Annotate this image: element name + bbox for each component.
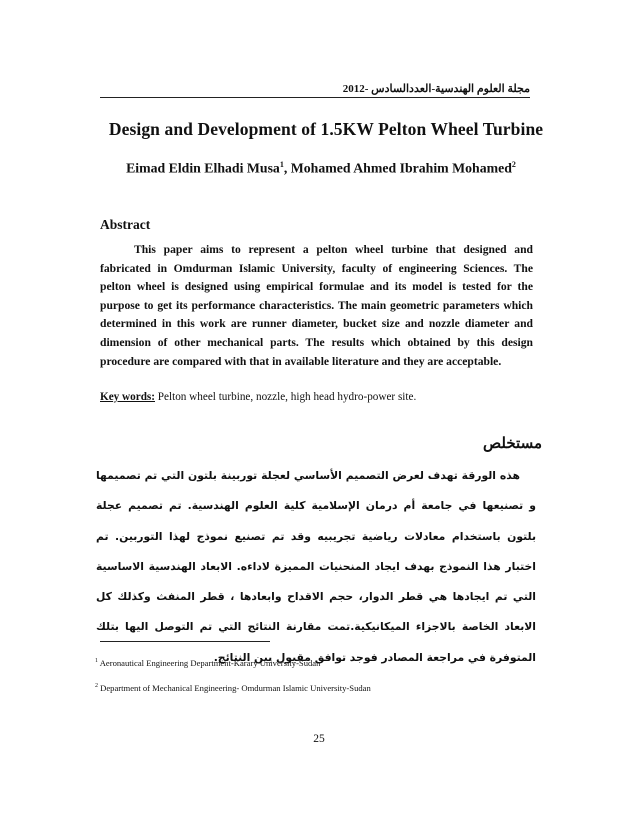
author-affiliation-mark-2: 2 (511, 160, 516, 169)
header-rule (100, 97, 530, 98)
footnote-2 (95, 683, 371, 693)
author-line: Eimad Eldin Elhadi Musa$^1$, Mohamed Ahmed Ibrahim Mohamed$^2$ (126, 160, 516, 176)
abstract-body: This paper aims to represent a pelton wheel turbine that designed and fabricated in Omdurman Islamic University, faculty of engineering Sciences. The pelton wheel is designed using empirical formulae and its model is tested for the purpose to get its performance characteristics. The main geometric parameters which determined in this work are runner diameter, bucket size and nozzle diameter and dimension of other mechanical parts. The results which obtained by this design procedure are compared with that in available literature and they are acceptable. (100, 243, 533, 368)
arabic-abstract-body: هذه الورقة تهدف لعرض التصميم الأساسي لعجلة توربينة بلتون التي تم تصميمها و تصنيعها في جامعة أم درمان الإسلامية كلية العلوم الهندسية. تم تصميم عجلة بلتون باستخدام معادلات رياضية تجريبيه وقد تم تصنيع نموذج لهذا التوربين. تم اختبار هذا النموذج بهدف ايجاد المنحنيات المميزة لاداءه. الابعاد الهندسية الاساسية التي تم ايجادها هي قطر الدوار، حجم الاقداح وابعادها ، قطر المنفث وكذلك كل الابعاد الخاصة بالاجزاء الميكانيكية.تمت مقارنة النتائج التي تم التوصل اليها بتلك المتوفرة في مراجعة المصادر فوجد توافق مقبول بين النتائج. (96, 469, 536, 664)
footnote-mark-2: 2 (95, 683, 98, 690)
author-name-2: Mohamed Ahmed Ibrahim Mohamed (290, 160, 512, 176)
arabic-abstract-heading: مستخلص (483, 436, 542, 452)
running-header: مجلة العلوم الهندسية-العددالسادس -2012 (342, 83, 530, 95)
footnote-1 (95, 658, 320, 668)
author-affiliation-mark-1: 1 (279, 160, 284, 169)
author-name-1: Eimad Eldin Elhadi Musa (126, 160, 280, 176)
abstract-heading: Abstract (100, 217, 151, 232)
keywords-text: Pelton wheel turbine, nozzle, high head hydro-power site. (157, 391, 417, 403)
keywords-label: Key words: (100, 391, 155, 403)
footnote-text-1: Aeronautical Engineering Department-Karary University-Sudan (99, 658, 321, 668)
footnote-rule (100, 641, 270, 642)
footnote-text-2: Department of Mechanical Engineering- Omdurman Islamic University-Sudan (100, 683, 371, 693)
page-number: 25 (313, 733, 325, 745)
keywords (100, 389, 533, 405)
paper-title: Design and Development of 1.5KW Pelton Wheel Turbine (108, 119, 544, 139)
footnote-mark-1: 1 (95, 658, 98, 665)
